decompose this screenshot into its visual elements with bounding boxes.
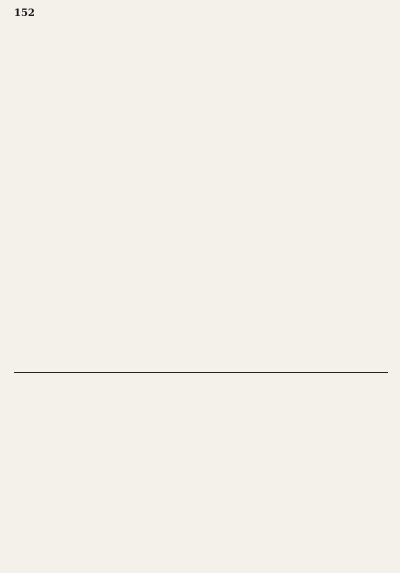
notice-columns — [14, 22, 388, 367]
left-column — [14, 22, 196, 367]
lower-right-column — [206, 402, 388, 561]
page-number: 152 — [14, 8, 35, 19]
right-column — [206, 22, 388, 367]
lower-columns — [14, 402, 388, 561]
lower-left-column — [14, 402, 196, 561]
section-divider — [14, 372, 388, 373]
